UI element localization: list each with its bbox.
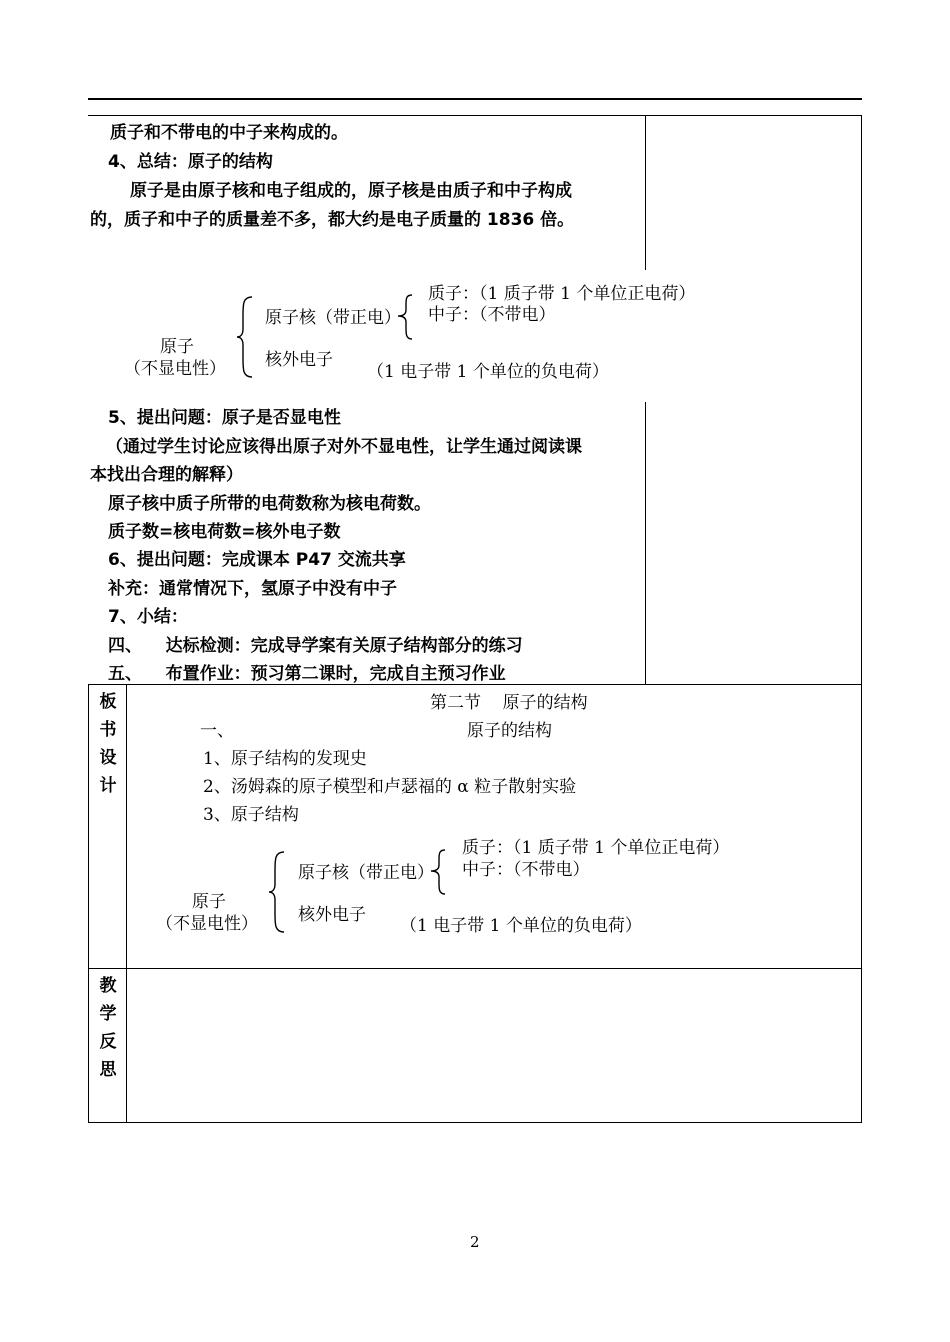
content-line: 5、提出问题：原子是否显电性: [108, 408, 341, 428]
board-item: 1、原子结构的发现史: [203, 749, 367, 769]
brace-icon: [236, 296, 256, 378]
content-line: 本找出合理的解释）: [90, 465, 243, 485]
label-column-divider: [126, 684, 127, 1123]
content-line: 五、 布置作业：预习第二课时，完成自主预习作业: [108, 664, 506, 684]
board-label-char: 板: [99, 692, 117, 712]
board-item: 3、原子结构: [203, 805, 299, 825]
brace-icon: [268, 851, 288, 933]
content-line: 质子数=核电荷数=核外电子数: [108, 522, 341, 542]
content-line: 4、总结：原子的结构: [108, 152, 273, 172]
board-diagram-electron-note: （1 电子带 1 个单位的负电荷）: [400, 916, 642, 936]
content-line: （通过学生讨论应该得出原子对外不显电性，让学生通过阅读课: [106, 437, 582, 457]
diagram-electron: 核外电子: [265, 350, 333, 370]
diagram-atom: 原子: [160, 337, 194, 357]
board-sub-title: 原子的结构: [467, 721, 552, 741]
page-number: 2: [470, 1233, 480, 1251]
reflection-label: [90, 972, 126, 1084]
board-diagram-proton: 质子：（1 质子带 1 个单位正电荷）: [462, 838, 730, 858]
content-line: 原子是由原子核和电子组成的，原子核是由质子和中子构成: [130, 181, 572, 201]
content-line: 的，质子和中子的质量差不多，都大约是电子质量的 1836 倍。: [90, 210, 575, 230]
reflection-label-char: 学: [99, 1004, 117, 1024]
content-line: 7、小结：: [108, 607, 188, 627]
board-top-border: [88, 684, 862, 685]
content-line: 补充：通常情况下，氢原子中没有中子: [108, 579, 397, 599]
board-label: [90, 688, 126, 800]
board-label-char: 计: [99, 776, 117, 796]
right-column-divider: [645, 115, 646, 270]
reflection-label-char: 反: [99, 1032, 117, 1052]
board-diagram-atom-note: （不显电性）: [156, 914, 258, 934]
right-column-divider-2: [645, 402, 646, 684]
table-right-border: [861, 115, 862, 1123]
board-diagram-electron: 核外电子: [298, 905, 366, 925]
header-rule: [88, 98, 862, 100]
board-sub-number: 一、: [200, 721, 234, 741]
content-line: 质子和不带电的中子来构成的。: [110, 123, 348, 143]
table-top-border: [88, 115, 862, 116]
reflection-label-char: 思: [99, 1060, 117, 1080]
board-label-char: 设: [99, 748, 117, 768]
table-left-border: [88, 684, 89, 1123]
brace-icon: [397, 294, 415, 340]
diagram-neutron: 中子：（不带电）: [428, 305, 556, 325]
diagram-proton: 质子：（1 质子带 1 个单位正电荷）: [428, 284, 696, 304]
diagram-atom-note: （不显电性）: [124, 359, 226, 379]
board-item: 2、汤姆森的原子模型和卢瑟福的 α 粒子散射实验: [203, 777, 577, 797]
board-diagram-neutron: 中子：（不带电）: [462, 860, 590, 880]
board-diagram-nucleus: 原子核（带正电）: [298, 863, 434, 883]
diagram-electron-note: （1 电子带 1 个单位的负电荷）: [367, 362, 609, 382]
diagram-nucleus: 原子核（带正电）: [265, 308, 401, 328]
content-line: 6、提出问题：完成课本 P47 交流共享: [108, 550, 406, 570]
board-title: 第二节 原子的结构: [430, 693, 588, 713]
content-line: 四、 达标检测：完成导学案有关原子结构部分的练习: [108, 636, 523, 656]
reflection-top-border: [88, 968, 862, 969]
reflection-label-char: 教: [99, 976, 117, 996]
content-line: 原子核中质子所带的电荷数称为核电荷数。: [108, 494, 431, 514]
table-bottom-border: [88, 1122, 862, 1123]
board-diagram-atom: 原子: [192, 892, 226, 912]
brace-icon: [430, 849, 448, 895]
board-label-char: 书: [99, 720, 117, 740]
